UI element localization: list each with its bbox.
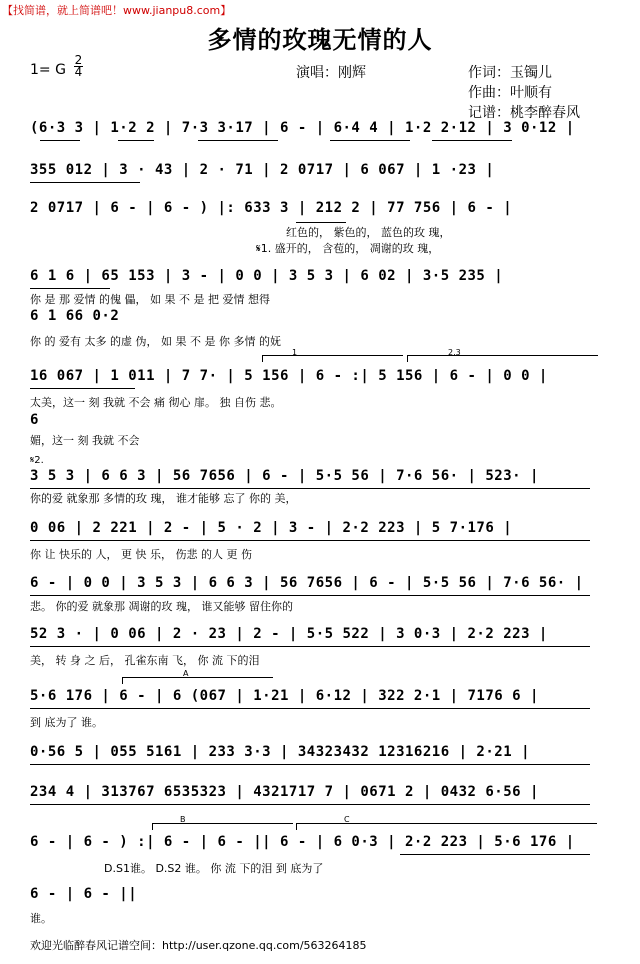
score-line-13: 0·56 5 | 055 5161 | 233 3·3 | 34323432 12316216 | 2·21 | bbox=[30, 744, 531, 760]
score-line-10: 6 - | 0 0 | 3 5 3 | 6 6 3 | 56 7656 | 6 - | 5·5 56 | 7·6 56· | bbox=[30, 575, 584, 591]
transcriber: 记谱：桃李醉春风 bbox=[468, 105, 580, 121]
lyric-line-6: 媚，这一 刻 我就 不会 bbox=[30, 434, 140, 447]
lyric-line-9: 悲。 你的爱 就象那 凋谢的玫 瑰， 谁又能够 留住你的 bbox=[30, 600, 293, 613]
beam-line bbox=[30, 488, 590, 489]
ending-1-bracket bbox=[262, 355, 403, 362]
score-line-3: 2 0717 | 6 - | 6 - ) |: 633 3 | 212 2 | 77 756 | 6 - | bbox=[30, 200, 513, 216]
beam-line bbox=[30, 288, 110, 289]
lyric-line-8: 你 让 快乐的 人， 更 快 乐， 伤悲 的人 更 伤 bbox=[30, 548, 252, 561]
score-line-6: 16 067 | 1 011 | 7 7· | 5 156 | 6 - :| 5 156 | 6 - | 0 0 | bbox=[30, 368, 548, 384]
lyricist: 作词：玉镯儿 bbox=[468, 65, 552, 81]
score-line-9: 0 06 | 2 221 | 2 - | 5 · 2 | 3 - | 2·2 223 | 5 7·176 | bbox=[30, 520, 513, 536]
site-banner[interactable]: 【找简谱，就上简谱吧！www.jianpu8.com】 bbox=[2, 4, 232, 17]
lyric-line-1: 红色的， 紫色的， 蓝色的玫 瑰， bbox=[286, 226, 451, 239]
score-line-14: 234 4 | 313767 6535323 | 4321717 7 | 0671 2 | 0432 6·56 | bbox=[30, 784, 539, 800]
lyric-line-10: 美， 转 身 之 后， 孔雀东南 飞， 你 流 下的泪 bbox=[30, 654, 260, 667]
lyric-line-3: 你 是 那 爱情 的傀 儡， 如 果 不 是 把 爱情 想得 bbox=[30, 293, 270, 306]
beam-line bbox=[198, 140, 278, 141]
beam-line bbox=[30, 388, 135, 389]
score-line-5: 6 1 66 0·2 bbox=[30, 308, 120, 324]
score-line-4: 6 1 6 | 65 153 | 3 - | 0 0 | 3 5 3 | 6 02 | 3·5 235 | bbox=[30, 268, 504, 284]
time-signature bbox=[74, 55, 83, 78]
beam-line bbox=[30, 804, 590, 805]
score-line-8: 3 5 3 | 6 6 3 | 56 7656 | 6 - | 5·5 56 | 7·6 56· | 523· | bbox=[30, 468, 539, 484]
lyric-line-7: 你的爱 就象那 多情的玫 瑰， 谁才能够 忘了 你的 美， bbox=[30, 492, 297, 505]
section-c-label: C bbox=[344, 815, 350, 824]
beam-line bbox=[296, 222, 346, 223]
beam-line bbox=[330, 140, 410, 141]
ending-2-3-number: 2.3 bbox=[448, 348, 461, 357]
score-line-12: 5·6 176 | 6 - | 6 (067 | 1·21 | 6·12 | 322 2·1 | 7176 6 | bbox=[30, 688, 539, 704]
lyric-line-2: 𝄋1. 盛开的， 含苞的， 凋谢的玫 瑰， bbox=[256, 242, 440, 255]
section-a-label: A bbox=[183, 669, 189, 678]
singer: 演唱：刚辉 bbox=[296, 65, 366, 81]
beam-line bbox=[432, 140, 512, 141]
beam-line bbox=[30, 646, 590, 647]
composer: 作曲：叶顺有 bbox=[468, 85, 552, 101]
score-line-7: 6 bbox=[30, 412, 39, 428]
beam-line bbox=[30, 764, 590, 765]
section-b-bracket bbox=[152, 823, 293, 830]
time-signature-bottom: 4 bbox=[74, 65, 83, 79]
segno-2-mark: 𝄋2. bbox=[30, 455, 44, 466]
score-line-15: 6 - | 6 - ) :| 6 - | 6 - || 6 - | 6 0·3 | 2·2 223 | 5·6 176 | bbox=[30, 834, 575, 850]
ending-1-number: 1 bbox=[292, 348, 298, 357]
beam-line bbox=[400, 854, 590, 855]
lyric-line-11: 到 底为了 谁。 bbox=[30, 716, 103, 729]
lyric-line-4: 你 的 爱有 太多 的虚 伪， 如 果 不 是 你 多情 的妩 bbox=[30, 335, 281, 348]
beam-line bbox=[30, 182, 140, 183]
beam-line bbox=[118, 140, 154, 141]
footer-text[interactable]: 欢迎光临醉春风记谱空间：http://user.qzone.qq.com/563264185 bbox=[30, 939, 367, 952]
score-line-2: 355 012 | 3 · 43 | 2 · 71 | 2 0717 | 6 067 | 1 ·23 | bbox=[30, 162, 495, 178]
beam-line bbox=[30, 540, 590, 541]
beam-line bbox=[30, 595, 590, 596]
section-c-bracket bbox=[296, 823, 597, 830]
song-title: 多情的玫瑰无情的人 bbox=[207, 25, 433, 54]
time-signature-top: 2 bbox=[74, 53, 83, 67]
score-line-1: (6·3 3 | 1·2 2 | 7·3 3·17 | 6 - | 6·4 4 | 1·2 2·12 | 3 0·12 | bbox=[30, 120, 575, 136]
lyric-line-13: 谁。 bbox=[30, 912, 52, 925]
section-a-bracket bbox=[122, 677, 273, 684]
beam-line bbox=[40, 140, 80, 141]
lyric-line-12: D.S1谁。 D.S2 谁。 你 流 下的泪 到 底为了 bbox=[104, 862, 324, 875]
ending-2-3-bracket bbox=[407, 355, 598, 362]
section-b-label: B bbox=[180, 815, 186, 824]
score-line-11: 52 3 · | 0 06 | 2 · 23 | 2 - | 5·5 522 | 3 0·3 | 2·2 223 | bbox=[30, 626, 548, 642]
beam-line bbox=[30, 708, 590, 709]
key-signature: 1= G bbox=[30, 62, 66, 78]
lyric-line-5: 太美，这一 刻 我就 不会 痛 彻心 扉。 独 自伤 悲。 bbox=[30, 396, 282, 409]
score-line-16: 6 - | 6 - || bbox=[30, 886, 138, 902]
